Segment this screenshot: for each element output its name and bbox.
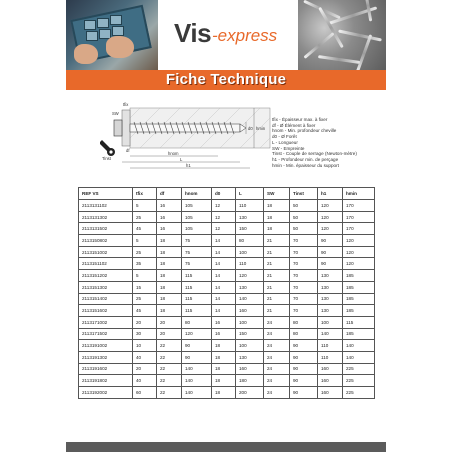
table-cell: 50 [290,200,318,212]
table-cell: 185 [343,270,375,282]
table-cell: 22 [157,375,182,387]
table-cell: 120 [318,223,343,235]
table-row [79,328,375,340]
screw [356,34,372,70]
table-cell: 130 [236,211,264,223]
table-row [79,305,375,317]
table-cell: 12 [212,211,236,223]
table-cell: 90 [182,340,212,352]
table-cell: 90 [290,375,318,387]
table-cell: 2113151302 [79,281,133,293]
table-cell: 22 [157,340,182,352]
table-cell: 18 [264,200,290,212]
table-cell: 5 [133,200,157,212]
table-cell: 20 [133,316,157,328]
legend [272,117,384,168]
table-cell: 2113150802 [79,235,133,247]
legend-item-d0: d0 - Ø Forêt [272,134,297,140]
table-row [79,235,375,247]
table-cell: 22 [157,387,182,399]
table-cell: 20 [133,363,157,375]
table-cell: 150 [236,328,264,340]
table-cell: 21 [264,305,290,317]
table-cell: 225 [343,375,375,387]
table-cell: 100 [318,316,343,328]
table-cell: 14 [212,293,236,305]
table-cell: 24 [264,375,290,387]
table-cell: 140 [343,340,375,352]
table-cell: 21 [264,270,290,282]
table-row [79,351,375,363]
table-cell: 120 [343,235,375,247]
table-cell: 170 [343,223,375,235]
table-cell: 140 [236,293,264,305]
table-cell: 90 [290,351,318,363]
table-cell: 21 [264,258,290,270]
table-cell: 18 [212,375,236,387]
table-cell: 2113131102 [79,200,133,212]
table-cell: 140 [318,328,343,340]
table-cell: 120 [318,200,343,212]
screw [338,29,382,41]
table-row [79,293,375,305]
table-cell: 70 [290,270,318,282]
table-cell: 105 [182,200,212,212]
table-cell: 160 [318,375,343,387]
table-row [79,211,375,223]
tools-photo [66,0,158,70]
legend-item-tinst: Tinst - Couple de serrage (Newton-mètre) [272,151,357,157]
header-l: L [236,188,264,200]
table-cell: 50 [290,211,318,223]
table-cell: 110 [236,200,264,212]
table-cell: 25 [133,246,157,258]
logo-accent-text: -express [212,26,278,45]
tray-cell [112,26,124,36]
table-cell: 21 [264,235,290,247]
table-cell: 140 [182,375,212,387]
label-d0: d0 [248,126,253,131]
table-cell: 2113191802 [79,375,133,387]
header-sw: SW [264,188,290,200]
footer-band [66,442,386,452]
table-cell: 45 [133,223,157,235]
table-header-row [79,188,375,200]
table-cell: 180 [236,375,264,387]
table-cell: 25 [133,211,157,223]
header-hmin: hmin [343,188,375,200]
table-cell: 130 [236,351,264,363]
table-row [79,246,375,258]
table-cell: 115 [182,293,212,305]
table-cell: 130 [318,281,343,293]
table-cell: 5 [133,270,157,282]
table-cell: 2113151002 [79,246,133,258]
table-row [79,340,375,352]
table-cell: 16 [157,211,182,223]
table-row [79,316,375,328]
table-cell: 160 [318,363,343,375]
table-cell: 225 [343,363,375,375]
table-cell: 40 [133,351,157,363]
table-cell: 160 [236,363,264,375]
table-cell: 14 [212,258,236,270]
table-cell: 120 [236,270,264,282]
table-cell: 15 [133,281,157,293]
table-cell: 140 [182,387,212,399]
table-cell: 105 [182,223,212,235]
table-cell: 14 [212,235,236,247]
table-cell: 2113131302 [79,211,133,223]
label-sw: SW [112,111,119,116]
table-cell: 115 [182,270,212,282]
table-cell: 25 [133,293,157,305]
table-row [79,258,375,270]
table-row [79,223,375,235]
table-cell: 2113131502 [79,223,133,235]
table-cell: 18 [157,235,182,247]
table-cell: 18 [157,305,182,317]
table-cell: 2113191302 [79,351,133,363]
table-cell: 2113191602 [79,363,133,375]
anchor-screw-diagram [100,100,276,174]
table-cell: 70 [290,281,318,293]
table-cell: 90 [318,246,343,258]
legend-item-l: L - Longueur [272,139,298,145]
table-cell: 120 [343,258,375,270]
table-cell: 90 [290,340,318,352]
vis-express-logo [174,18,294,54]
table-cell: 18 [212,340,236,352]
tray-cell [110,15,122,25]
table-row [79,363,375,375]
table-cell: 14 [212,281,236,293]
table-cell: 200 [236,387,264,399]
hand [106,36,134,58]
table-cell: 105 [182,211,212,223]
table-cell: 14 [212,270,236,282]
table-cell: 70 [290,246,318,258]
table-cell: 18 [212,351,236,363]
legend-item-hmin: hmin - Min. épaisseur du support [272,162,339,168]
table-cell: 90 [318,258,343,270]
table-cell: 140 [343,351,375,363]
table-cell: 18 [264,211,290,223]
table-cell: 35 [133,258,157,270]
table-cell: 185 [343,328,375,340]
table-cell: 225 [343,387,375,399]
table-cell: 60 [133,387,157,399]
table-cell: 24 [264,328,290,340]
page-title: Fiche Technique [165,71,287,88]
header-df: df [157,188,182,200]
tray-cell [84,20,96,30]
header-tinst: Tinst [290,188,318,200]
table-cell: 75 [182,246,212,258]
table-cell: 75 [182,258,212,270]
title-band [66,70,386,90]
table-cell: 130 [236,281,264,293]
screw [318,55,360,64]
table-cell: 70 [290,235,318,247]
table-cell: 24 [264,363,290,375]
label-tfix: tfix [123,102,129,107]
table-cell: 130 [318,293,343,305]
table-cell: 120 [343,246,375,258]
table-cell: 110 [318,340,343,352]
table-cell: 30 [133,328,157,340]
label-df: df [126,148,130,153]
table-cell: 2113171502 [79,328,133,340]
table-cell: 70 [290,258,318,270]
spec-table-body [79,200,375,399]
legend-item-df: df - Ø Élément à fixer [272,122,316,128]
table-cell: 80 [236,235,264,247]
table-cell: 90 [290,363,318,375]
table-cell: 130 [318,305,343,317]
table-cell: 2113151102 [79,258,133,270]
table-cell: 18 [157,258,182,270]
table-cell: 115 [182,281,212,293]
table-cell: 120 [182,328,212,340]
table-cell: 150 [236,223,264,235]
label-hnom: hnom [168,151,179,156]
table-cell: 115 [343,316,375,328]
header-tfix: tfix [133,188,157,200]
table-cell: 5 [133,235,157,247]
table-cell: 120 [318,211,343,223]
table-cell: 24 [264,316,290,328]
tray-cell [86,31,98,41]
table-cell: 100 [236,316,264,328]
table-row [79,387,375,399]
table-cell: 90 [182,351,212,363]
table-cell: 115 [182,305,212,317]
table-cell: 185 [343,293,375,305]
table-cell: 50 [290,223,318,235]
label-hmin: hmin [256,126,266,131]
table-cell: 24 [264,387,290,399]
table-cell: 12 [212,223,236,235]
table-row [79,375,375,387]
table-cell: 110 [236,258,264,270]
table-cell: 14 [212,305,236,317]
table-cell: 18 [212,363,236,375]
header-ref: REF VS [79,188,133,200]
table-cell: 80 [182,316,212,328]
table-cell: 2113151202 [79,270,133,282]
table-cell: 2113151402 [79,293,133,305]
label-tinst: Tinst [102,156,111,161]
table-cell: 140 [182,363,212,375]
table-cell: 16 [157,200,182,212]
table-cell: 2113192002 [79,387,133,399]
table-cell: 16 [157,223,182,235]
table-row [79,281,375,293]
table-cell: 18 [157,293,182,305]
table-cell: 80 [290,316,318,328]
table-cell: 20 [157,316,182,328]
wrench-icon [100,140,115,156]
logo-main-text: Vis [174,18,212,48]
fixed-element [122,110,130,146]
table-cell: 170 [343,211,375,223]
table-cell: 185 [343,281,375,293]
tray-cell [97,18,109,28]
legend-item-tfix: tfix - Épaisseur max. à fixer [272,117,328,122]
legend-item-sw: SW - Empreinte [272,145,305,151]
table-row [79,270,375,282]
table-cell: 24 [264,340,290,352]
table-cell: 20 [157,328,182,340]
table-cell: 12 [212,200,236,212]
table-cell: 80 [290,328,318,340]
header-d0: d0 [212,188,236,200]
hand [74,44,98,64]
table-cell: 21 [264,281,290,293]
header-hnom: hnom [182,188,212,200]
legend-item-h1: h1 - Profondeur min. de perçage [272,156,339,162]
table-cell: 70 [290,305,318,317]
table-cell: 90 [290,387,318,399]
table-cell: 40 [133,375,157,387]
table-cell: 185 [343,305,375,317]
table-cell: 21 [264,246,290,258]
table-cell: 160 [318,387,343,399]
label-h1: h1 [186,163,191,168]
table-cell: 75 [182,235,212,247]
table-cell: 18 [157,270,182,282]
table-cell: 90 [318,235,343,247]
screw-head [114,120,122,136]
table-cell: 18 [157,246,182,258]
table-cell: 10 [133,340,157,352]
table-cell: 18 [264,223,290,235]
table-cell: 100 [236,246,264,258]
table-cell: 170 [343,200,375,212]
table-cell: 2113151602 [79,305,133,317]
table-cell: 18 [212,387,236,399]
table-cell: 22 [157,351,182,363]
screws-photo [298,0,386,70]
table-cell: 22 [157,363,182,375]
table-cell: 110 [318,351,343,363]
table-cell: 2113191002 [79,340,133,352]
table-cell: 18 [157,281,182,293]
table-cell: 130 [318,270,343,282]
legend-item-hnom: hnom - Min. profondeur cheville [272,128,337,134]
header-h1: h1 [318,188,343,200]
table-cell: 100 [236,340,264,352]
table-cell: 16 [212,316,236,328]
table-cell: 24 [264,351,290,363]
table-row [79,200,375,212]
table-cell: 14 [212,246,236,258]
table-cell: 45 [133,305,157,317]
table-cell: 16 [212,328,236,340]
table-cell: 70 [290,293,318,305]
label-l: L [180,157,183,162]
spec-table [78,187,375,399]
table-cell: 160 [236,305,264,317]
table-cell: 21 [264,293,290,305]
table-cell: 2113171002 [79,316,133,328]
